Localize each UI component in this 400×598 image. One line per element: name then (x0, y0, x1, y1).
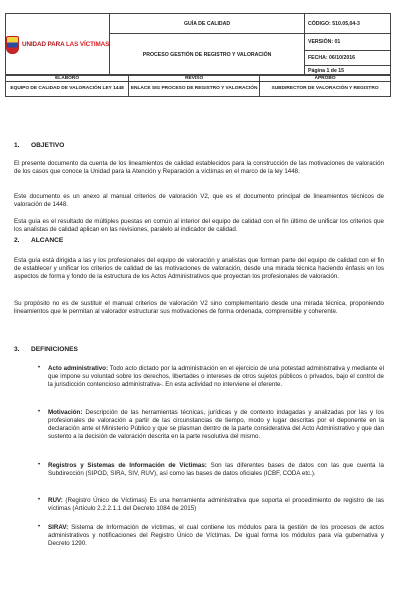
aprobo-header: APROBO (260, 75, 391, 82)
elaboro-header: ELABORO (6, 75, 129, 82)
section-1-paragraph-2: Este documento es un anexo al manual criterios de valoración V2, que es el documento principal de lineamientos técnicos de valoración de 1448. (14, 193, 384, 208)
bullet-icon: • (38, 497, 41, 503)
doc-version: VERSIÓN: 01 (305, 34, 391, 51)
bullet-icon: • (38, 409, 41, 415)
approval-table (5, 74, 391, 97)
reviso-header: REVISO (129, 75, 260, 82)
section-2-paragraph-2: Su propósito no es de sustituir el manual criterios de valoración V2 sino complementario desde una mirada técnica, proponiendo lineamientos que le permitan al valorador estructurar sus motivaciones de forma ordenada, comprensible y coherente. (14, 300, 384, 315)
definition-item: • SIRAV: Sistema de Información de víctimas, el cual contiene los módulos para la gestión de los procesos de actos administrativos y notificaciones del Registro Único de Víctimas. De igual forma los módulos para vía gubernativa y Decreto 1290. (38, 524, 384, 547)
page-number: Página 1 de 15 (305, 66, 391, 76)
document-title: GUÍA DE CALIDAD (110, 14, 305, 34)
doc-date: FECHA: 06/10/2016 (305, 51, 391, 66)
section-3-heading: 3. DEFINICIONES (14, 346, 78, 353)
section-2-heading: 2. ALCANCE (14, 237, 64, 244)
aprobo-value: SUBDIRECTOR DE VALORACIÓN Y REGISTRO (260, 82, 391, 97)
doc-code: CÓDIGO: 510.05,04-3 (305, 14, 391, 34)
definition-item: • Acto administrativo: Todo acto dictado por la administración en el ejercicio de una potestad administrativa y mediante el que impone su voluntad sobre los derechos, libertades o intereses de otros sujetos públicos o privados, bajo el control de la jurisdicción contencioso administrativa-. En esta actividad no interviene el oferente. (38, 365, 384, 388)
definition-item: • RUV: (Registro Único de Víctimas) Es una herramienta administrativa que soporta el procedimiento de registro de las víctimas (Artículo 2.2.2.1.1 del Decreto 1084 de 2015) (38, 497, 384, 512)
unidad-victimas-logo (6, 36, 109, 54)
section-1-heading: 1. OBJETIVO (14, 142, 65, 149)
elaboro-value: EQUIPO DE CALIDAD DE VALORACIÓN LEY 1448 (6, 82, 129, 97)
logo-text-b: LAS VÍCTIMAS (65, 41, 110, 48)
document-header (5, 13, 391, 76)
section-1-paragraph-3: Esta guía es el resultado de múltiples puestas en común al interior del equipo de calidad con el fin último de unificar los criterios que los analistas de calidad aplican en las revisiones, paralelo al indicador de calidad. (14, 218, 384, 233)
bullet-icon: • (38, 462, 41, 468)
logo-cell (6, 14, 110, 76)
process-name: PROCESO GESTIÓN DE REGISTRO Y VALORACIÓN (110, 34, 305, 76)
section-2-paragraph-1: Esta guía está dirigida a las y los profesionales del equipo de valoración y analistas que forman parte del equipo de calidad con el fin de establecer y unificar los criterios de calidad de las motivaciones de valoración, desde una mirada técnica haciendo énfasis en los aspectos de forma y fondo de la estructura de los Actos Administrativos que proyectan los profesionales de valoración. (14, 257, 384, 280)
coat-of-arms-icon (6, 36, 19, 54)
section-1-paragraph-1: El presente documento da cuenta de los lineamientos de calidad establecidos para la construcción de las motivaciones de valoración de los casos que conoce la Unidad para la Atención y Reparación a víctimas en el marco de la ley 1448. (14, 160, 384, 175)
definition-item: • Motivación: Descripción de las herramientas técnicas, jurídicas y de contexto indagadas y analizadas por las y los profesionales de valoración a partir de las circunstancias de tiempo, modo y lugar descritas por el deponente en la declaración ante el Ministerio Público y que se plasman dentro de la parte considerativa del Acto Administrativo y que dan sustento a la decisión de valoración descrita en la parte resolutiva del mismo. (38, 409, 384, 440)
logo-text-a: UNIDAD PARA (22, 41, 66, 48)
bullet-icon: • (38, 524, 41, 530)
reviso-value: ENLACE SIG PROCESO DE REGISTRO Y VALORACIÓN (129, 82, 260, 97)
bullet-icon: • (38, 365, 41, 371)
definition-item: • Registros y Sistemas de Información de Víctimas: Son las diferentes bases de datos con las que cuenta la Subdirección (SIPOD, SIRA, SIV, RUV), así como las bases de datos oficiales (ICBF, CODA etc.). (38, 462, 384, 477)
